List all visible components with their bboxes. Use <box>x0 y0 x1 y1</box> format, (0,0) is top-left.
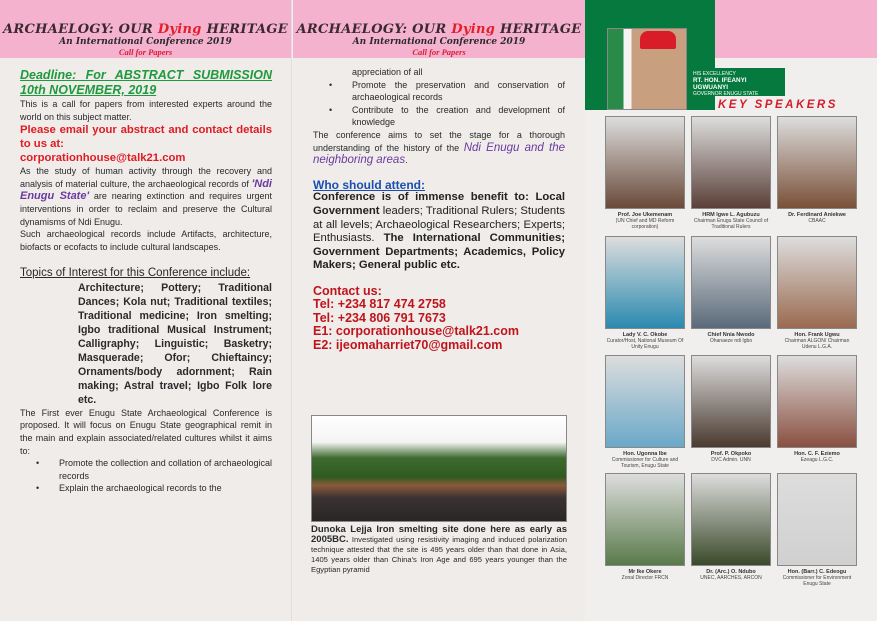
who-heading: Who should attend: <box>313 177 425 192</box>
intro: This is a call for papers from interested experts around the world on this subject matter. <box>20 99 272 122</box>
speaker-card <box>605 355 685 469</box>
continued-text: appreciation of all <box>352 67 423 77</box>
speaker-card <box>605 236 685 350</box>
key-speakers-heading: KEY SPEAKERS <box>718 99 838 111</box>
speaker-name: Dr. Ferdinard Aniekwe <box>788 212 846 218</box>
speaker-photo <box>605 116 685 209</box>
paragraph: Such archaeological records include Artifacts, architecture, biofacts or ecofacts to include cultural landscapes. <box>20 229 272 252</box>
header-title <box>293 22 585 37</box>
title-part: HERITAGE <box>495 22 582 37</box>
speaker-name: Hon. Ugonna Ibe <box>623 451 667 457</box>
highlight: 'Ndi Enugu State' <box>20 177 272 203</box>
speaker-role: Zonal Director FRCN <box>621 575 669 581</box>
title-part: ARCHAELOGY: OUR <box>296 22 452 37</box>
paragraph <box>20 165 272 228</box>
header-call: Call for Papers <box>412 47 466 57</box>
speaker-name: Hon. C. F. Eziemo <box>794 451 840 457</box>
phone-1[interactable]: Tel: +234 817 474 2758 <box>313 297 446 312</box>
speaker-role: Commissioner for Culture and Tourism, Enugu State <box>611 457 679 469</box>
speaker-name: Chief Nnia Nwodo <box>707 332 755 338</box>
who-paragraph <box>313 191 565 273</box>
speaker-card <box>691 473 771 581</box>
text: The International Communities; Government Departments; Academics, Policy Makers; General public etc. <box>313 232 565 272</box>
aims-paragraph <box>313 129 565 167</box>
email-prompt: Please email your abstract and contact details to us at: <box>20 124 272 151</box>
header-call: Call for Papers <box>118 47 173 57</box>
governor-photo <box>607 28 687 110</box>
text: Conference is of immense benefit to: Local Government <box>313 191 565 217</box>
speaker-photo <box>605 473 685 566</box>
title-part: HERITAGE <box>201 22 289 37</box>
speaker-name: Hon. Frank Ugwu <box>794 332 840 338</box>
speaker-role: Curator/Host, National Museum Of Unity Enugu <box>606 338 684 350</box>
panel1-body <box>20 68 272 495</box>
contact-heading: Contact us: <box>313 283 382 298</box>
speaker-role: Commissioner for Environment Enugu State <box>782 575 852 587</box>
header-title <box>0 22 291 37</box>
speaker-photo <box>691 116 771 209</box>
speaker-role: (UN Chief and MD Reform corporation) <box>615 218 675 230</box>
governor-caption <box>689 68 785 96</box>
panel-middle <box>293 0 585 621</box>
contact-block <box>313 285 565 353</box>
speaker-name: Hon. (Barr.) C. Edeogu <box>787 569 847 575</box>
title-dying: Dying <box>451 22 496 37</box>
speaker-name: Prof. P. Okpoko <box>710 451 752 457</box>
speaker-role: CBAAC <box>808 218 826 224</box>
speaker-card <box>777 473 857 587</box>
speaker-role: Ohanaeze ndi Igbo <box>709 338 753 344</box>
pink-banner <box>715 0 877 58</box>
speaker-card <box>691 116 771 230</box>
gov-role: GOVERNOR ENUGU STATE <box>693 91 759 97</box>
text: The conference aims to set the stage for a thorough understanding of the history of the <box>313 129 565 153</box>
deadline: Deadline: For ABSTRACT SUBMISSION 10th NOVEMBER, 2019 <box>20 68 272 97</box>
text: As the study of human activity through the recovery and analysis of material culture, the archaeological records of <box>20 166 272 189</box>
speaker-card <box>605 473 685 581</box>
email-2[interactable]: E2: ijeomaharriet70@gmail.com <box>313 337 503 352</box>
topics-list: Architecture; Pottery; Traditional Dances; Kola nut; Traditional textiles; Traditional medicine; Iron smelting; Igbo traditional Musical Instrument; Calligraphy; Linguistic; Basketry; Masquerade; Ofor; Chieftaincy; Ornaments/body adornment; Rain making; Astral travel; Igbo Folk lore etc. <box>78 281 272 406</box>
email-link[interactable]: corporationhouse@talk21.com <box>20 152 186 165</box>
speaker-photo <box>777 116 857 209</box>
speaker-name: Dr. (Arc.) O. Ndubo <box>706 569 756 575</box>
speaker-photo <box>777 473 857 566</box>
speaker-role: Ezeagu L.G.C. <box>800 457 834 463</box>
panel-left <box>0 0 292 621</box>
gov-title: HIS EXCELLENCY <box>693 71 736 77</box>
speaker-photo <box>691 355 771 448</box>
list-item: • Explain the archaeological records to the <box>20 482 272 495</box>
list-item: • Contribute to the creation and development of knowledge <box>313 104 565 129</box>
speaker-card <box>777 236 857 350</box>
paragraph: The First ever Enugu State Archaeological Conference is proposed. It will focus on Enugu State geographical remit in the main and explain associated/related cultures whilst it aims to: <box>20 407 272 456</box>
header-banner <box>293 0 585 58</box>
aims-list <box>20 457 272 495</box>
caption-text: Investigated using resistivity imaging and induced polarization technique attested that the site is 495 years older than that done in Asia, 1405 years older than China's Iron Age and 695 years younger than the Egyptian pyramid <box>311 535 567 574</box>
speaker-role: Chairman Enugu State Council of Traditional Rulers <box>693 218 769 230</box>
caption-bold: Dunoka Lejja Iron smelting site done here as early as 2005BC. <box>311 524 567 545</box>
header-subtitle: An International Conference 2019 <box>59 37 232 47</box>
email-1[interactable]: E1: corporationhouse@talk21.com <box>313 324 519 339</box>
photo-caption <box>311 525 567 575</box>
speaker-card <box>605 116 685 230</box>
speaker-photo <box>605 355 685 448</box>
speaker-name: Mr Ike Okere <box>628 569 662 575</box>
speaker-name: HRM Igwe L. Agubuzu <box>702 212 760 218</box>
topics-heading: Topics of Interest for this Conference include: <box>20 267 251 280</box>
speaker-role: UNEC, AARCHES, ARCON <box>700 575 762 581</box>
panel2-body <box>313 66 565 352</box>
header-subtitle: An International Conference 2019 <box>352 37 526 47</box>
panel-right <box>585 0 877 621</box>
speaker-card <box>777 355 857 463</box>
aims-list <box>313 79 565 129</box>
gov-name: RT. HON. IFEANYI UGWUANYI <box>693 77 747 91</box>
title-dying: Dying <box>157 22 202 37</box>
red-cap-shape <box>640 31 676 49</box>
speaker-role: DVC Admin. UNN <box>711 457 751 463</box>
header-banner <box>0 0 291 58</box>
speaker-role: Chairman ALGON/ Chairman Udenu L.G.A. <box>784 338 850 350</box>
phone-2[interactable]: Tel: +234 806 791 7673 <box>313 310 446 325</box>
iron-smelting-site-photo <box>311 415 567 522</box>
speaker-name: Prof. Joe Ukemenam <box>617 212 673 218</box>
speaker-photo <box>691 236 771 329</box>
speaker-name: Lady V. C. Okobe <box>622 332 668 338</box>
speaker-card <box>691 236 771 344</box>
speaker-photo <box>777 355 857 448</box>
text: are nearing extinction and requires urgent interventions in order to reclaim and preserve the Cultural dynamisms of Ndi Enugu. <box>20 191 272 227</box>
list-item: • Promote the preservation and conservation of archaeological records <box>313 79 565 104</box>
speaker-card <box>777 116 857 224</box>
speaker-photo <box>777 236 857 329</box>
title-part: ARCHAELOGY: OUR <box>2 22 158 37</box>
text: leaders; Traditional Rulers; Students at all levels; Archaeological Researchers; Experts; Enthusiasts. <box>313 204 565 245</box>
speaker-photo <box>605 236 685 329</box>
speaker-photo <box>691 473 771 566</box>
speaker-card <box>691 355 771 463</box>
list-item: • Promote the collection and collation of archaeological records <box>20 457 272 482</box>
highlight: Ndi Enugu and the neighboring areas <box>313 141 565 167</box>
text: . <box>405 155 408 166</box>
